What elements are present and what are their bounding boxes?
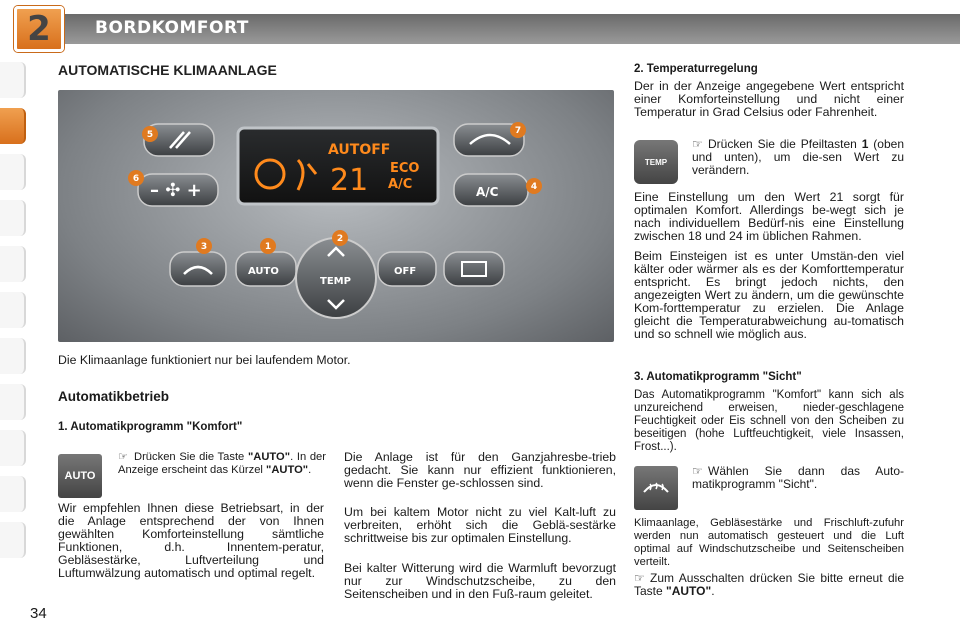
callout-label: 5 bbox=[146, 130, 154, 140]
temp-key-illustration bbox=[634, 140, 678, 184]
temp-paragraph-3: Beim Einsteigen ist es unter Umstän-den viel kälter oder wärmer als es der Komforttemperatur entspricht. Es bringt jedoch nichts, den angezeigten Wert zu ändern, um die gewünschte Kom-forttemperatur zu erzielen. Die Anlage gleicht die Temperaturabweichung au-tomatisch und so schnell wie möglich aus. bbox=[634, 249, 904, 341]
auto-button-label: AUTO bbox=[248, 266, 279, 277]
callout-label: 4 bbox=[530, 182, 538, 192]
chapter-tabs bbox=[0, 62, 30, 568]
auto-key-illustration bbox=[58, 454, 102, 498]
windscreen-demist-icon bbox=[641, 478, 671, 498]
chapter-tab[interactable] bbox=[0, 200, 26, 236]
automatik-paragraph: Wir empfehlen Ihnen diese Betriebsart, in der die Anlage entsprechend der von Ihnen gewählten Komforteinstellung sämtliche Funktionen, d.h. Innentem-peratur, Gebläsestärke, Luftverteilung und Luftumwälzung automatisch und optimal regelt. bbox=[58, 501, 324, 580]
bullet-arrow-icon: ☞ bbox=[634, 571, 645, 585]
chapter-badge bbox=[14, 6, 64, 52]
display-ac: A/C bbox=[388, 177, 413, 192]
temp-paragraph-2: Eine Einstellung um den Wert 21 sorgt für optimalen Komfort. Allerdings be-wegt sich je nach individuellem Bedürf-nis eine Einstellung zwischen 18 und 24 im üblichen Rahmen. bbox=[634, 190, 904, 243]
display-eco: ECO bbox=[390, 161, 420, 176]
sicht-instruction: ☞ Wählen Sie dann das Auto-matikprogramm "Sicht". bbox=[692, 464, 904, 491]
fan-minus-icon: – ✣ + bbox=[150, 180, 202, 201]
climate-panel-illustration bbox=[58, 90, 614, 342]
rear-demist-button[interactable] bbox=[444, 252, 504, 286]
bullet-arrow-icon: ☞ bbox=[692, 137, 703, 151]
photo-caption: Die Klimaanlage funktioniert nur bei laufendem Motor. bbox=[58, 353, 351, 367]
chapter-number: 2 bbox=[27, 9, 51, 49]
temp-heading: 2. Temperaturregelung bbox=[634, 63, 758, 75]
middle-paragraph-2: Um bei kaltem Motor nicht zu viel Kalt-luft zu verbreiten, erhöht sich die Geblä-sestärke schrittweise bis zur optimalen Einstellung. bbox=[344, 505, 616, 545]
callout-label: 2 bbox=[336, 234, 344, 244]
chapter-tab[interactable] bbox=[0, 62, 26, 98]
chapter-tab[interactable] bbox=[0, 430, 26, 466]
auto-instruction: ☞ Drücken Sie die Taste "AUTO". In der Anzeige erscheint das Kürzel "AUTO". bbox=[118, 451, 326, 476]
callout-label: 6 bbox=[132, 174, 140, 184]
ac-button-label: A/C bbox=[476, 185, 499, 199]
off-button-label: OFF bbox=[394, 266, 417, 277]
callout-label: 1 bbox=[264, 242, 272, 252]
display-temp: 21 bbox=[330, 163, 369, 198]
page-number: 34 bbox=[30, 605, 47, 622]
chapter-tab[interactable] bbox=[0, 476, 26, 512]
auto-key-label: AUTO bbox=[64, 470, 96, 482]
callout-label: 7 bbox=[514, 126, 522, 136]
section-title: AUTOMATISCHE KLIMAANLAGE bbox=[58, 62, 277, 78]
prog1-heading: 1. Automatikprogramm "Komfort" bbox=[58, 421, 243, 433]
chapter-tab[interactable] bbox=[0, 292, 26, 328]
page-header bbox=[0, 0, 960, 58]
chapter-tab[interactable] bbox=[0, 384, 26, 420]
temp-instruction: ☞ Drücken Sie die Pfeiltasten 1 (oben und unten), um die-sen Wert zu verändern. bbox=[692, 137, 904, 177]
bullet-arrow-icon: ☞ bbox=[118, 451, 129, 463]
callout-label: 3 bbox=[200, 242, 208, 252]
chapter-tab[interactable] bbox=[0, 522, 26, 558]
display-mode: AUTOFF bbox=[328, 142, 391, 158]
climate-panel-photo bbox=[58, 90, 614, 342]
chapter-tab[interactable] bbox=[0, 246, 26, 282]
sicht-key-illustration bbox=[634, 466, 678, 510]
temp-key-label: TEMP bbox=[644, 157, 668, 167]
chapter-tab[interactable] bbox=[0, 338, 26, 374]
chapter-title: BORDKOMFORT bbox=[95, 18, 249, 38]
windscreen-demist-button[interactable] bbox=[170, 252, 226, 286]
sicht-paragraph-2: Klimaanlage, Gebläsestärke und Frischluft-zufuhr werden nun automatisch gesteuert und die Luft optimal auf Windschutzscheibe und Seitenscheiben verteilt. bbox=[634, 517, 904, 568]
temp-paragraph: Der in der Anzeige angegebene Wert entspricht einer Komforteinstellung und nicht einer Temperatur in Grad Celsius oder Fahrenheit. bbox=[634, 79, 904, 119]
chapter-tab[interactable] bbox=[0, 154, 26, 190]
automatik-heading: Automatikbetrieb bbox=[58, 389, 170, 404]
bullet-arrow-icon: ☞ bbox=[692, 464, 703, 478]
off-instruction: ☞ Zum Ausschalten drücken Sie bitte erneut die Taste "AUTO". bbox=[634, 571, 904, 598]
middle-paragraph-3: Bei kalter Witterung wird die Warmluft bevorzugt nur zur Windschutzscheibe, zu den Seitenscheiben und in den Fuß-raum geleitet. bbox=[344, 561, 616, 601]
middle-paragraph-1: Die Anlage ist für den Ganzjahresbe-trieb gedacht. Sie kann nur effizient funktionieren, wenn die Fenster ge-schlossen sind. bbox=[344, 450, 616, 490]
chapter-tab-active[interactable] bbox=[0, 108, 26, 144]
sicht-paragraph: Das Automatikprogramm "Komfort" kann sich als unzureichend erweisen, nieder-geschlagene Feuchtigkeit oder Eis schnell von den Scheiben zu beseitigen (hohe Luftfeuchtigkeit, viele Insassen, Frost...). bbox=[634, 389, 904, 453]
temp-dial-label: TEMP bbox=[320, 276, 351, 287]
sicht-heading: 3. Automatikprogramm "Sicht" bbox=[634, 371, 802, 383]
